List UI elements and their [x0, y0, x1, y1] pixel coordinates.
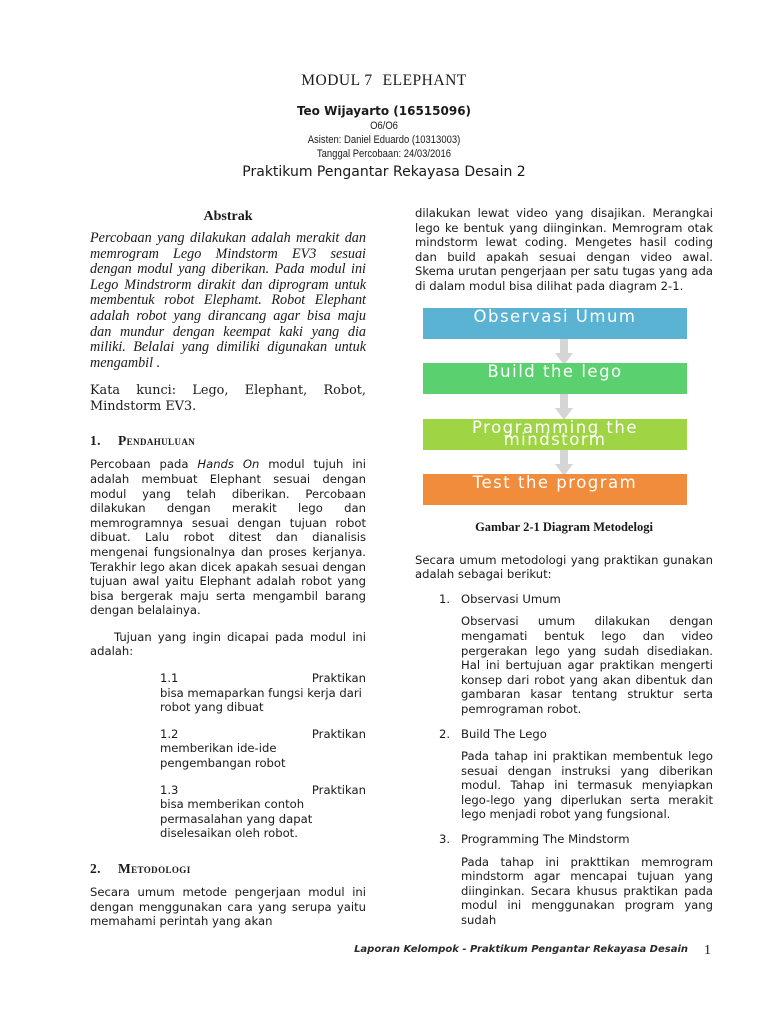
goal-text: bisa memberikan contoh permasalahan yang dapat diselesaikan oleh robot.: [160, 797, 313, 841]
intro-text-start: Percobaan pada: [90, 457, 198, 472]
group-code: O6/O6: [370, 120, 398, 132]
keywords: Kata kunci: Lego, Elephant, Robot, Mindstorm EV3.: [90, 383, 366, 415]
section-title: Pendahuluan: [118, 433, 196, 449]
method-step: [415, 727, 713, 823]
flow-step-observasi: Observasi Umum: [423, 308, 687, 339]
step-number: 2.: [439, 726, 451, 741]
course-name: Praktikum Pengantar Rekayasa Desain 2: [242, 164, 526, 180]
method-intro: Secara umum metodologi yang praktikan gunakan adalah sebagai berikut:: [415, 552, 713, 582]
goal-item: [160, 671, 366, 715]
abstract-text: Percobaan yang dilakukan adalah merakit dan memrogram Lego Mindstorm EV3 sesuai dengan modul yang diberikan. Pada modul ini Lego Mindstrorm dirakit dan diprogram untuk membentuk robot Elephamt. Robot Elephant adalah robot yang dirancang agar bisa maju dan mundur dengan keempat kaki yang dia miliki. Belalai yang dimiliki digunakan untuk mengambil .: [90, 230, 366, 371]
module-title: ELEPHANT: [382, 72, 467, 89]
goal-text: memberikan ide-ide pengembangan robot: [160, 741, 286, 771]
section-number: 2.: [90, 861, 101, 876]
step-title: Programming The Mindstorm: [461, 832, 630, 847]
page-footer: Laporan Kelompok - Praktikum Pengantar Rekayasa Desain: [354, 944, 688, 955]
right-column: [415, 206, 713, 928]
method-step: [415, 592, 713, 717]
goal-item: [160, 727, 366, 771]
page-number: 1: [704, 943, 711, 958]
goal-item: [160, 783, 366, 841]
paper-header: [0, 72, 768, 180]
goal-number: 1.1: [160, 671, 179, 686]
intro-text-italic: Hands On: [197, 457, 260, 472]
module-number: MODUL 7: [301, 72, 373, 89]
flow-step-test: Test the program: [423, 474, 687, 505]
document-title: [0, 72, 768, 90]
goal-first-word: Praktikan: [311, 782, 366, 797]
section-number: 1.: [90, 433, 101, 449]
step-text: Pada tahap ini praktikan membentuk lego sesuai dengan instruksi yang diberikan modul. Tahap ini termasuk menyiapkan lego-lego yang diperlukan serta merakit lego menjadi robot yang fungsional.: [461, 749, 713, 822]
section-heading-pendahuluan: [90, 433, 366, 449]
section-heading-metodologi: [90, 861, 366, 877]
method-paragraph-continued: dilakukan lewat video yang disajikan. Merangkai lego ke bentuk yang diinginkan. Memrogram otak mindstorm lewat coding. Mengetes hasil coding dan build apakah sesuai dengan video awal. Skema urutan pengerjaan per satu tugas yang ada di dalam modul bisa dilihat pada diagram 2-1.: [415, 206, 713, 293]
flow-step-programming: Programming the mindstorm: [423, 419, 687, 450]
goal-number: 1.2: [160, 726, 179, 741]
figure-caption: Gambar 2-1 Diagram Metodelogi: [475, 519, 653, 534]
step-text: Pada tahap ini prakttikan memrogram mindstorm agar mencapai tujuan yang diinginkan. Secara khusus praktikan pada modul ini menggunakan program yang sudah: [461, 854, 713, 928]
method-step: [415, 832, 713, 928]
flow-step-build: Build the lego: [423, 363, 687, 394]
date-line: Tanggal Percobaan: 24/03/2016: [316, 148, 452, 160]
intro-paragraph: [90, 457, 366, 618]
goal-first-word: Praktikan: [311, 726, 366, 741]
goal-text: bisa memaparkan fungsi kerja dari robot yang dibuat: [160, 685, 362, 715]
assistant-line: Asisten: Daniel Eduardo (10313003): [307, 134, 461, 146]
step-title: Build The Lego: [461, 726, 547, 741]
step-title: Observasi Umum: [461, 591, 561, 606]
step-number: 3.: [439, 832, 451, 847]
step-number: 1.: [439, 591, 451, 606]
methodology-diagram: [415, 304, 713, 504]
author-name: Teo Wijayarto (16515096): [296, 104, 472, 118]
step-text: Observasi umum dilakukan dengan mengamati bentuk lego dan video pergerakan lego yang sudah disediakan. Hal ini bertujuan agar praktikan mengerti konsep dari robot yang akan dibentuk dan gambaran kasar tentang struktur serta pemrograman robot.: [461, 614, 713, 716]
abstract-heading: Abstrak: [203, 209, 253, 224]
goal-first-word: Praktikan: [311, 671, 366, 686]
objective-intro: Tujuan yang ingin dicapai pada modul ini adalah:: [90, 629, 366, 659]
method-paragraph: Secara umum metode pengerjaan modul ini dengan menggunakan cara yang serupa yaitu memahami perintah yang akan: [90, 885, 366, 929]
section-title: Metodologi: [118, 861, 191, 876]
goal-number: 1.3: [160, 782, 179, 797]
intro-text-rest: modul tujuh ini adalah membuat Elephant sesuai dengan modul yang telah diberikan. Percobaan dilakukan dengan merakit lego dan memrogramnya sesuai dengan tujuan robot dibuat. Lalu robot ditest dan dianalisis mengenai fungsionalnya dan proses kerjanya. Terakhir lego akan dicek apakah sesuai dengan tujuan awal yaitu Elephant adalah robot yang bisa bergerak maju serta mengambil barang dengan belalainya.: [90, 457, 367, 618]
left-column: [90, 205, 366, 929]
